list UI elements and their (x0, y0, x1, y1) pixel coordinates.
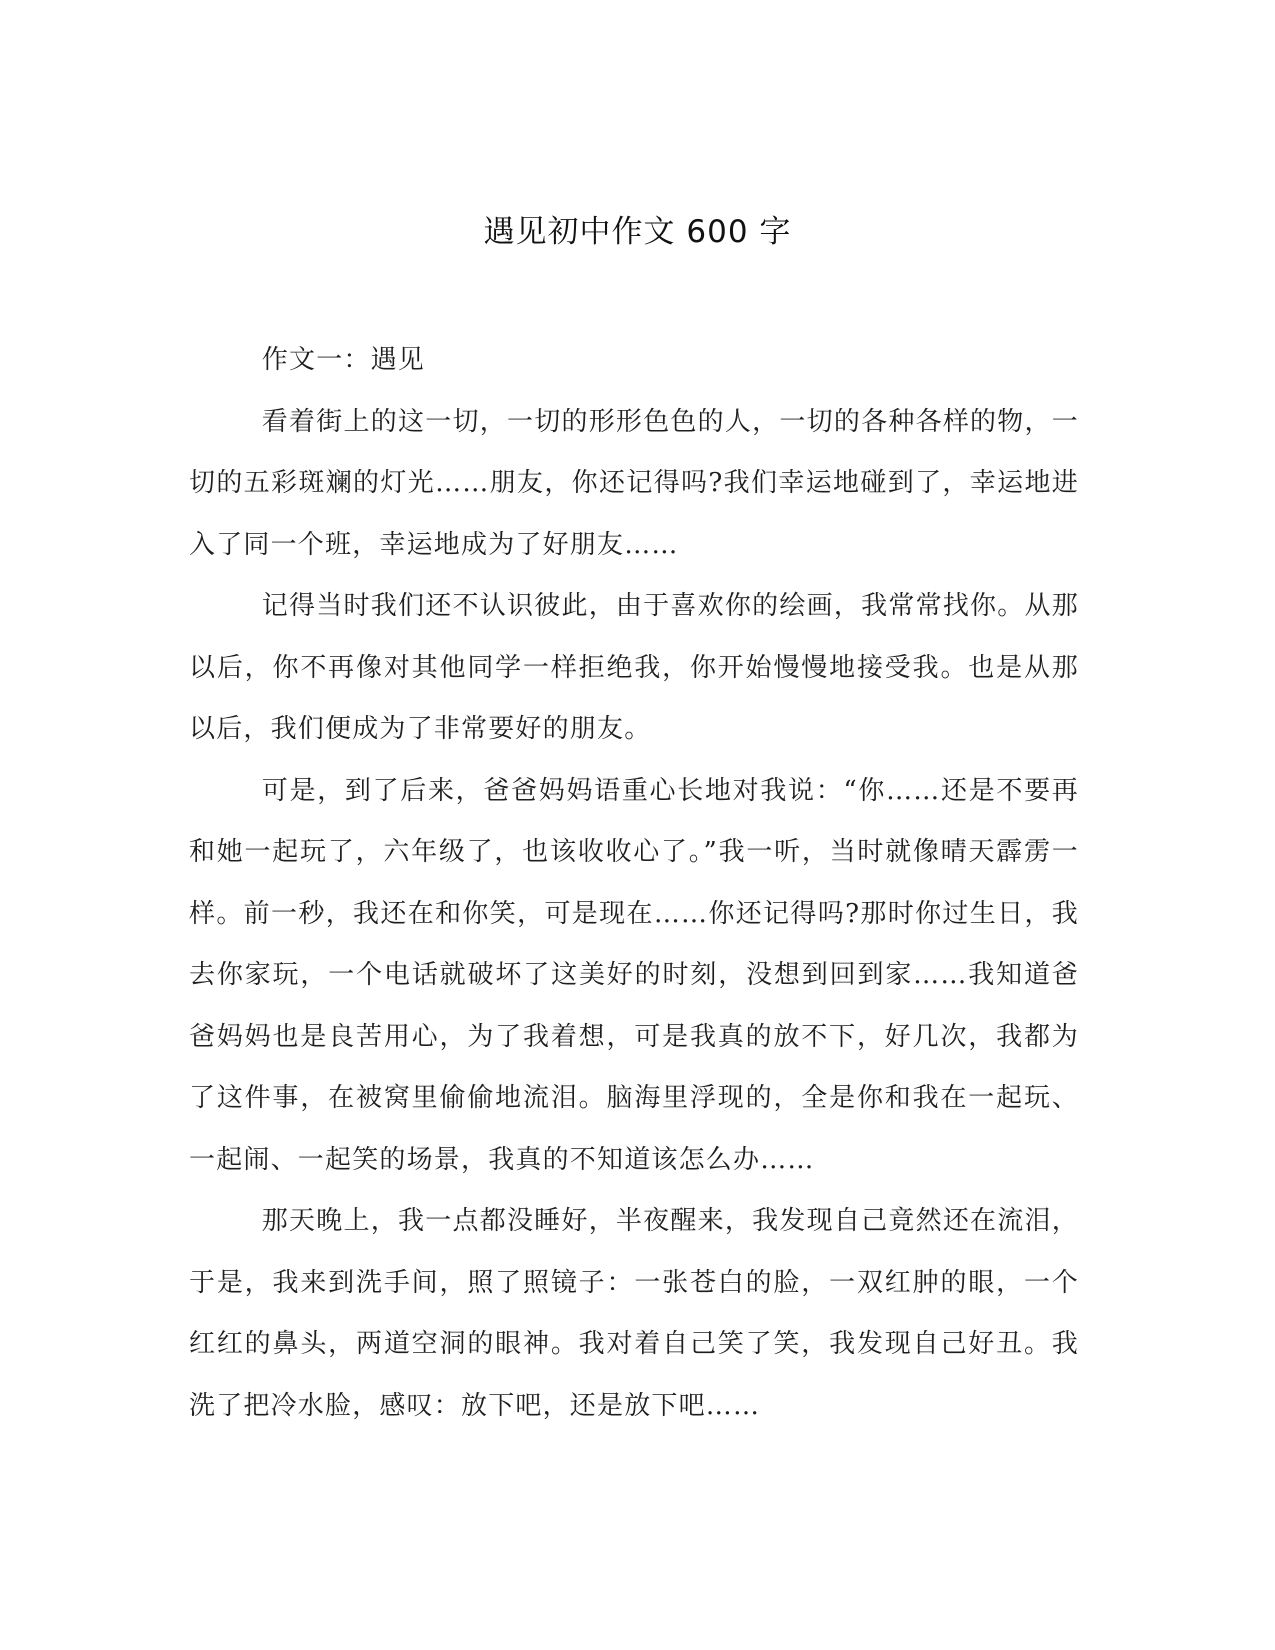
document-body (189, 330, 1079, 1437)
paragraph: 可是，到了后来，爸爸妈妈语重心长地对我说：“你……还是不要再和她一起玩了，六年级了，也该收收心了。”我一听，当时就像晴天霹雳一样。前一秒，我还在和你笑，可是现在……你还记得吗?那时你过生日，我去你家玩，一个电话就破坏了这美好的时刻，没想到回到家……我知道爸爸妈妈也是良苦用心，为了我着想，可是我真的放不下，好几次，我都为了这件事，在被窝里偷偷地流泪。脑海里浮现的，全是你和我在一起玩、一起闹、一起笑的场景，我真的不知道该怎么办…… (189, 775, 1079, 1175)
paragraph: 看着街上的这一切，一切的形形色色的人，一切的各种各样的物，一切的五彩斑斓的灯光……朋友，你还记得吗?我们幸运地碰到了，幸运地进入了同一个班，幸运地成为了好朋友…… (189, 406, 1079, 560)
paragraph: 那天晚上，我一点都没睡好，半夜醒来，我发现自己竟然还在流泪，于是，我来到洗手间，照了照镜子：一张苍白的脸，一双红肿的眼，一个红红的鼻头，两道空洞的眼神。我对着自己笑了笑，我发现自己好丑。我洗了把冷水脸，感叹：放下吧，还是放下吧…… (189, 1206, 1079, 1421)
paragraph: 记得当时我们还不认识彼此，由于喜欢你的绘画，我常常找你。从那以后，你不再像对其他同学一样拒绝我，你开始慢慢地接受我。也是从那以后，我们便成为了非常要好的朋友。 (189, 591, 1079, 744)
document-title: 遇见初中作文 600 字 (483, 214, 792, 250)
paragraph-heading: 作文一：遇见 (261, 345, 425, 375)
